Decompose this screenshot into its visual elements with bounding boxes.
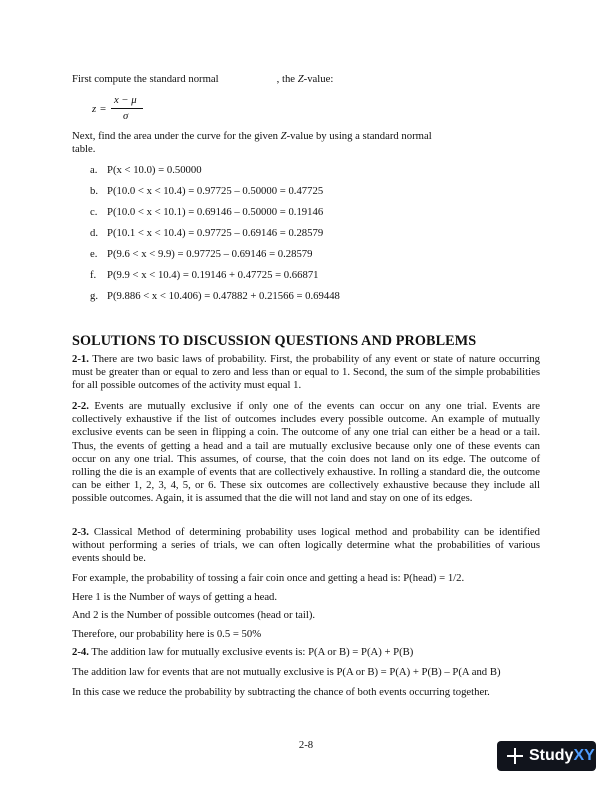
- paragraph-2-2: 2-2. Events are mutually exclusive if only one of the events can occur on any one trial. Events are collectively exhaustive if the list of outcomes includes every possible outcome. An example of mutually exclusive events can be seen in flipping a coin. The outcome of any one trial can either be a head or a tail. Thus, the events of getting a head and a tail are mutually exclusive because only one of these events can occur on any one trial. This assumes, of course, that the coin does not land on its edge. The outcome of rolling the die is an example of events that are collectively exhaustive. In rolling a standard die, the outcome can be either 1, 2, 3, 4, 5, or 6. These six outcomes are collectively exhaustive because they include all possible outcomes. Again, it is assumed that the die will not land and stay on one of its edges.: [72, 400, 540, 505]
- page-number: 2-8: [298, 739, 314, 751]
- paragraph-2-4-line: The addition law for events that are not mutually exclusive is P(A or B) = P(A) + P(B) – P(A and B): [72, 666, 501, 678]
- brand-name: StudyXY: [529, 747, 595, 765]
- z-formula: z = x − μ σ: [92, 94, 172, 134]
- paragraph-2-3-line: Therefore, our probability here is 0.5 = 50%: [72, 628, 262, 640]
- section-heading: SOLUTIONS TO DISCUSSION QUESTIONS AND PROBLEMS: [72, 333, 477, 349]
- list-item: b. P(10.0 < x < 10.4) = 0.97725 – 0.50000 = 0.47725: [90, 185, 324, 197]
- list-item: a. P(x < 10.0) = 0.50000: [90, 164, 202, 176]
- list-item: f. P(9.9 < x < 10.4) = 0.19146 + 0.47725 = 0.66871: [90, 269, 319, 281]
- intro-line-2: Next, find the area under the curve for the given Z-value by using a standard normal: [72, 130, 432, 142]
- paragraph-2-4-line: In this case we reduce the probability by subtracting the chance of both events occurring together.: [72, 686, 490, 698]
- list-item: c. P(10.0 < x < 10.1) = 0.69146 – 0.50000 = 0.19146: [90, 206, 324, 218]
- fraction-bar: [111, 108, 143, 109]
- list-item: g. P(9.886 < x < 10.406) = 0.47882 + 0.21566 = 0.69448: [90, 290, 340, 302]
- paragraph-2-3: 2-3. Classical Method of determining probability uses logical method and probability can be identified without performing a series of trials, we can often logically determine what the probabilities of various events should be.: [72, 526, 541, 565]
- list-item: d. P(10.1 < x < 10.4) = 0.97725 – 0.69146 = 0.28579: [90, 227, 324, 239]
- list-item: e. P(9.6 < x < 9.9) = 0.97725 – 0.69146 = 0.28579: [90, 248, 313, 260]
- paragraph-2-4: 2-4. The addition law for mutually exclusive events is: P(A or B) = P(A) + P(B): [72, 646, 414, 658]
- paragraph-2-3-line: For example, the probability of tossing a fair coin once and getting a head is: P(head) = 1/2.: [72, 572, 465, 584]
- paragraph-2-3-line: And 2 is the Number of possible outcomes (head or tail).: [72, 609, 316, 621]
- paragraph-2-1: 2-1. There are two basic laws of probability. First, the probability of any event or state of nature occurring must be greater than or equal to zero and less than or equal to 1. Second, the sum of the simple probabilities for all possible outcomes of the activity must equal 1.: [72, 353, 541, 392]
- paragraph-2-3-line: Here 1 is the Number of ways of getting a head.: [72, 591, 278, 603]
- plus-icon: [507, 748, 523, 764]
- intro-line-3: table.: [72, 143, 96, 155]
- studyxy-badge[interactable]: [497, 741, 596, 771]
- intro-line-1: First compute the standard normal , the Z-value:: [72, 73, 334, 85]
